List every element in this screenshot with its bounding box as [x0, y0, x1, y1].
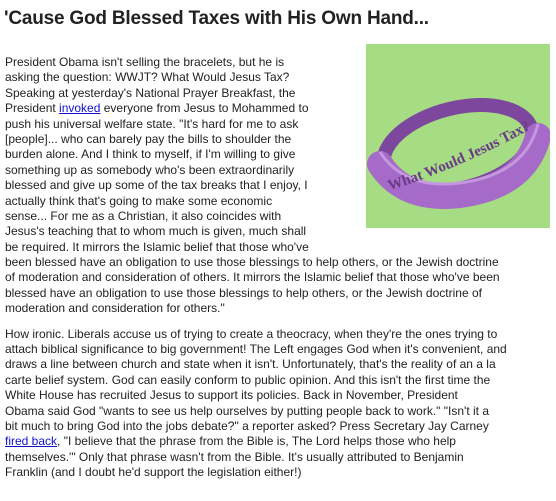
wristband-text: What Would Jesus Tax? — [385, 118, 533, 195]
text-line: attach biblical significance to big government! The Left engages God when it's convenient, and — [5, 342, 507, 357]
paragraph-gap — [5, 317, 553, 327]
text-line: burden alone. And I think to myself, if I'm willing to give — [5, 147, 296, 162]
text-line: sense... For me as a Christian, it also coincides with — [5, 208, 282, 223]
text-line: blessed have an obligation to use those blessings to help others, or the Jewish doctrine of — [5, 285, 482, 300]
text-line: blessed and give up some of the tax breaks that I enjoy, I — [5, 178, 308, 193]
text-line: moderation and consideration for others." — [5, 301, 225, 316]
text-line — [5, 434, 553, 449]
text-line: Jesus's teaching that to whom much is given, much shall — [5, 224, 307, 239]
text-line: draws a line between church and state when it isn't. Unfortunately, that's the reality of an a la — [5, 357, 496, 372]
text-line: push his universal welfare state. "It's hard for me to ask — [5, 116, 299, 131]
text-line — [5, 101, 553, 116]
invoked-link[interactable]: invoked — [59, 101, 101, 116]
text-line: Speaking at yesterday's National Prayer Breakfast, the — [5, 85, 296, 100]
post-body — [5, 55, 553, 481]
fired-back-link[interactable]: fired back — [5, 434, 58, 449]
text-segment: everyone from Jesus to Mohammed to — [100, 101, 309, 116]
text-line: Obama said God "wants to see us help ourselves by putting people back to work." "Isn't it a — [5, 403, 489, 418]
post-title: 'Cause God Blessed Taxes with His Own Hand... — [4, 8, 429, 29]
text-line: President Obama isn't selling the bracelets, but he is — [5, 55, 285, 69]
paragraph-1 — [5, 55, 553, 317]
text-line: been blessed have an obligation to use those blessings to help others, or the Jewish doctrine — [5, 255, 499, 270]
text-line: themselves.'" Only that phrase wasn't from the Bible. It's usually attributed to Benjamin — [5, 449, 464, 464]
text-line: be required. It mirrors the Islamic belief that those who've — [5, 239, 309, 254]
text-line: How ironic. Liberals accuse us of trying to create a theocracy, when they're the ones trying to — [5, 326, 498, 341]
text-line: bit much to bring God into the jobs debate?" a reporter asked? Press Secretary Jay Carney — [5, 418, 489, 433]
text-line: actually think that's going to make some economic — [5, 193, 273, 208]
text-line: White House has recruited Jesus to support its policies. Back in November, President — [5, 388, 458, 403]
text-segment: President — [5, 101, 60, 116]
text-line: carte belief system. God can easily conform to public opinion. And this isn't the first time the — [5, 372, 491, 387]
text-line: [people]... who can barely pay the bills to shoulder the — [5, 131, 292, 146]
paragraph-2 — [5, 327, 553, 481]
text-line: asking the question: WWJT? What Would Jesus Tax? — [5, 70, 290, 85]
text-segment: , "I believe that the phrase from the Bible is, The Lord helps those who help — [57, 434, 456, 449]
text-line: Franklin (and I doubt he'd support the legislation either!) — [5, 465, 302, 480]
text-line: of moderation and consideration of others. It mirrors the Islamic belief that those who've been — [5, 270, 500, 285]
text-line: something up as somebody who's been extraordinarily — [5, 162, 295, 177]
